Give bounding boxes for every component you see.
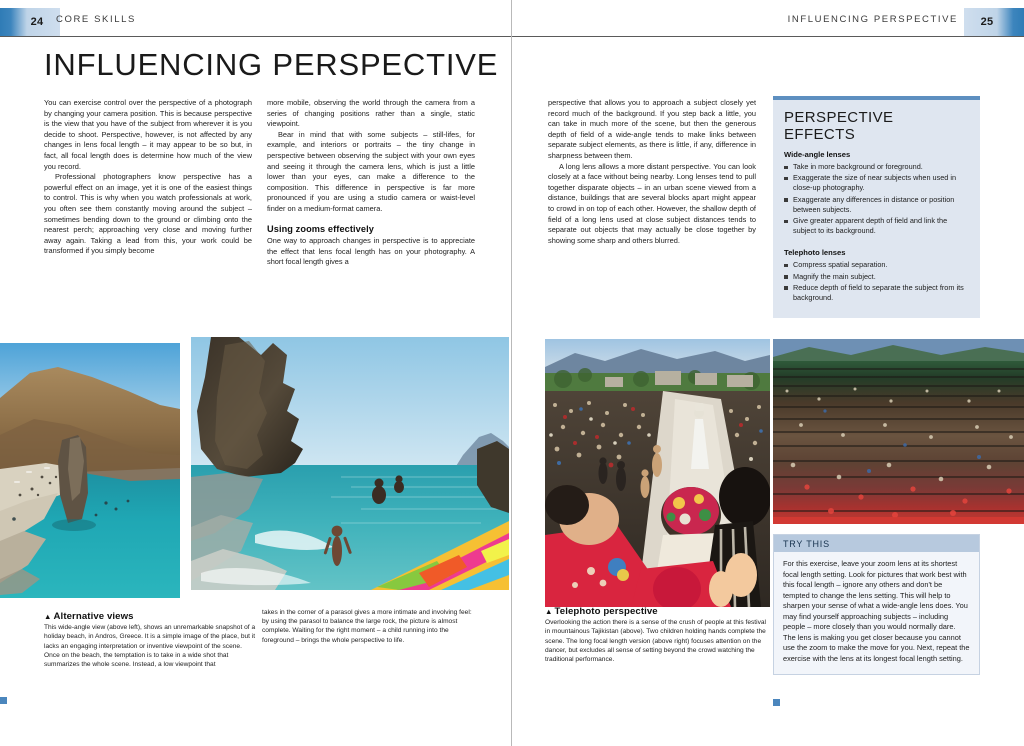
decorative-square-right <box>773 699 780 706</box>
perspective-effects-box <box>773 96 980 318</box>
triangle-up-icon: ▲ <box>545 607 553 616</box>
sidebar-title: PERSPECTIVE EFFECTS <box>784 109 894 143</box>
body-column-right-1 <box>548 98 756 246</box>
caption-body: Overlooking the action there is a sense of the crush of people at this festival in mountainous Tajikistan (above). Two children holding hands complete the scene. The long focal length version (above right) focuses attention on the dancer, but excludes all sense of setting beyond the crowd watching the traditional performance. <box>545 619 767 664</box>
caption-alternative-views-continued <box>262 608 474 645</box>
triangle-up-icon: ▲ <box>44 612 52 621</box>
subheading-using-zooms: Using zooms effectively <box>267 223 374 234</box>
paragraph: Professional photographers know perspective has a powerful effect on an image, yet it is one of the easiest things to control. This is why when you watch professionals at work, you often see them constantly moving around the subject – sometimes bending down to the ground or climbing onto the nearest perch; approaching very close and moving further away again. Taking a lead from this, your work could be transformed if you simply become <box>44 172 252 256</box>
caption-title-text: Telephoto perspective <box>554 606 658 617</box>
try-this-heading: TRY THIS <box>774 535 979 552</box>
sidebar-list-wide-angle <box>784 162 969 236</box>
decorative-square-left <box>0 697 7 704</box>
paragraph: A long lens allows a more distant perspective. You can look closely at a face without being nearby. Long lenses tend to pull together disparate objects – in an urban scene viewed from a distance, buildings that are several blocks apart might appear to crowd in on top of each other. However, the shallow depth of field of a long lens used at close subject distances tends to separate out objects that may actually be close together by showing some sharp and others blurred. <box>548 161 756 245</box>
caption-telephoto-perspective <box>545 607 770 664</box>
list-item: Compress spatial separation. <box>784 260 969 270</box>
paragraph: Bear in mind that with some subjects – still-lifes, for example, and interiors or portraits – the tiny change in perspective between observing the subject with your own eyes and seeing it through the camera lens, which is just a little lower than your eyes, can make a difference to the composition. This difference in perspective is far more pronounced if you are using a studio camera or waist-level finder on a medium-format camera. <box>267 129 475 213</box>
sidebar-subheading-telephoto: Telephoto lenses <box>784 248 846 258</box>
photo-festival-crowd-telephoto-art <box>773 339 1024 524</box>
running-head-right: INFLUENCING PERSPECTIVE <box>787 14 958 25</box>
caption-alternative-views <box>44 612 256 669</box>
page-number-left: 24 <box>30 16 44 28</box>
folio-tab-left <box>0 8 60 36</box>
list-item: Take in more background or foreground. <box>784 162 969 172</box>
list-item: Reduce depth of field to separate the subject from its background. <box>784 283 969 303</box>
paragraph: perspective that allows you to approach a subject closely yet record much of the background. If you step back a little, you can take in much more of the scene, but then the generous depth of field of a wide-angle tends to make links between separate subject elements, as there is little, if any, difference in sharpness between them. <box>548 98 756 160</box>
photo-beach-low-viewpoint-art <box>191 337 509 590</box>
sidebar-list-telephoto <box>784 260 969 303</box>
page-title: INFLUENCING PERSPECTIVE <box>44 47 499 82</box>
photo-beach-low-viewpoint <box>191 337 509 590</box>
photo-beach-wide-angle <box>0 343 180 598</box>
paragraph: more mobile, observing the world through the camera from a series of changing positions rather than a single, static viewpoint. <box>267 98 475 129</box>
list-item: Give greater apparent depth of field and link the subject to its background. <box>784 216 969 236</box>
caption-body: This wide-angle view (above left), shows an unremarkable snapshot of a holiday beach, in Andros, Greece. It is a simple image of the place, but it lacks an engaging interpretation or inventive viewpoint of the scene. Once on the beach, the temptation is to take in a wide shot that summarizes the whole scene. Instead, a low viewpoint that <box>44 624 256 669</box>
body-column-left-2 <box>267 98 475 268</box>
try-this-box <box>773 534 980 675</box>
header-rule-right <box>512 36 1024 37</box>
page-number-right: 25 <box>980 16 994 28</box>
sidebar-subheading-wide-angle: Wide-angle lenses <box>784 150 851 159</box>
page-gutter <box>511 0 512 746</box>
body-column-left-1 <box>44 98 252 257</box>
photo-festival-crowd-wide-art <box>545 339 770 607</box>
list-item: Exaggerate any differences in distance or position between subjects. <box>784 195 969 215</box>
photo-beach-wide-angle-art <box>0 343 180 598</box>
photo-festival-crowd-telephoto <box>773 339 1024 524</box>
header-rule-left <box>0 36 512 37</box>
list-item: Exaggerate the size of near subjects when used in close-up photography. <box>784 173 969 193</box>
list-item: Magnify the main subject. <box>784 272 969 282</box>
try-this-body: For this exercise, leave your zoom lens at its shortest focal length setting. Look for pictures that work best with this focal length – ignore any others and don't be tempted to change the lens setting. This will help to sharpen your sense of what a wide-angle lens does. You may find yourself approaching subjects – including people – more closely than you would normally dare. The lens is making you get closer because you cannot use the zoom to make the move for you. Next, repeat the exercise with the lens at its longest focal length setting. <box>783 559 970 663</box>
folio-tab-right <box>964 8 1024 36</box>
caption-title-text: Alternative views <box>53 611 134 622</box>
caption-title <box>44 612 256 621</box>
sidebar-content <box>773 100 980 318</box>
running-head-left: CORE SKILLS <box>56 14 136 25</box>
paragraph: You can exercise control over the perspective of a photograph by changing your camera position. This is because perspective is the view that you have of the subject from wherever it is you decide to shoot. Perspective, however, is not affected by any changes in lens focal length – it may appear to be so but, in fact, all focal length does is determine how much of the view you record. <box>44 98 252 171</box>
caption-title <box>545 607 770 616</box>
caption-body: takes in the corner of a parasol gives a more intimate and involving feel: by using the parasol to balance the large rock, the picture is almost complete. Waiting for the right moment – a child running into the foreground – brings the whole perspective to life. <box>262 609 472 644</box>
photo-festival-crowd-wide <box>545 339 770 607</box>
paragraph: One way to approach changes in perspective is to appreciate the effect that lens focal length has on your photography. A short focal length gives a <box>267 236 475 267</box>
